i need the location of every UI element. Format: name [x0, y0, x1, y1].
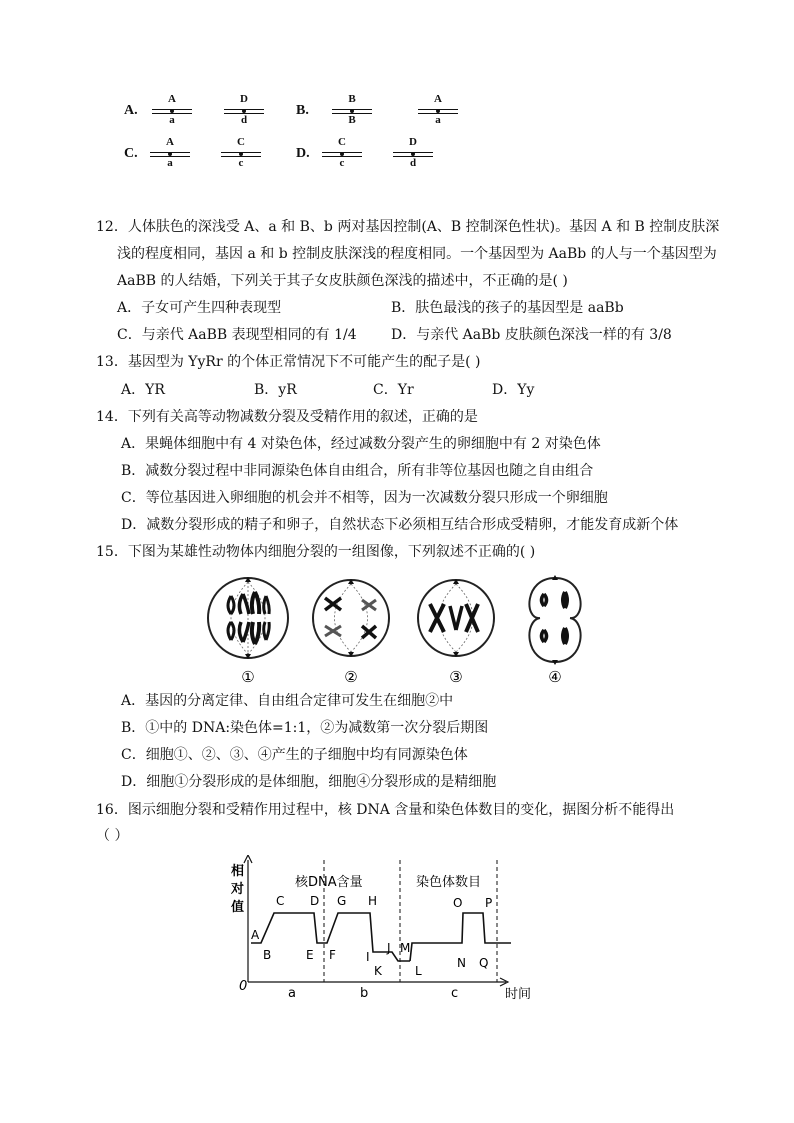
q14-option-a[interactable]: A．果蝇体细胞中有 4 对染色体，经过减数分裂产生的卵细胞中有 2 对染色体 [121, 436, 601, 452]
q16-answer-paren: （ ） [96, 828, 129, 844]
chromosome-pair: C c [221, 138, 261, 172]
cell-label: ① [241, 668, 255, 686]
q11-option-a-label: A. [124, 103, 138, 118]
chromosome-pair: A a [418, 95, 458, 129]
dna-chromosome-graph [224, 855, 534, 1010]
chromosome-pair: C c [322, 138, 362, 172]
q12-option-a[interactable]: A．子女可产生四种表现型 [117, 300, 282, 316]
q12-stem-line1: 12．人体肤色的深浅受 A、a 和 B、b 两对基因控制(A、B 控制深色性状)。基因 A 和 B 控制皮肤深 [96, 219, 720, 235]
chromosome-number-line [410, 913, 511, 961]
graph-xlabel: 时间 [505, 987, 532, 1002]
graph-ylabel: 值 [231, 900, 245, 915]
point-label: K [374, 964, 382, 978]
q11-option-c-label: C. [124, 146, 138, 161]
chromosome-pair: A a [152, 95, 192, 129]
section-label-chromosome: 染色体数目 [416, 875, 482, 890]
q12-option-c[interactable]: C．与亲代 AaBB 表现型相同的有 1/4 [117, 327, 357, 343]
chromosome-pair: B B [332, 95, 372, 129]
q13-option-d[interactable]: D．Yy [492, 382, 535, 398]
cell-3 [418, 579, 494, 657]
point-label: H [368, 894, 378, 908]
point-label: J [387, 941, 391, 955]
point-label: O [453, 896, 463, 910]
point-label: P [485, 896, 493, 910]
q13-option-c[interactable]: C．Yr [373, 382, 414, 398]
cell-2 [313, 579, 389, 657]
q14-option-d[interactable]: D．减数分裂形成的精子和卵子，自然状态下必须相互结合形成受精卵，才能发育成新个体 [121, 517, 679, 533]
point-label: F [329, 948, 336, 962]
point-label: N [457, 956, 466, 970]
q15-option-c[interactable]: C．细胞①、②、③、④产生的子细胞中均有同源染色体 [121, 747, 468, 763]
section-label-dna: 核DNA含量 [295, 875, 363, 890]
point-label: E [306, 948, 314, 962]
q11-options [0, 0, 794, 190]
q13-option-a[interactable]: A．YR [121, 382, 165, 398]
point-label: C [276, 894, 285, 908]
q15-option-a[interactable]: A．基因的分离定律、自由组合定律可发生在细胞②中 [121, 693, 454, 709]
chromosome-pair: A a [150, 138, 190, 172]
q11-option-d-label: D. [296, 146, 310, 161]
cell-label: ② [344, 668, 358, 686]
graph-ylabel: 对 [231, 882, 245, 897]
q15-stem: 15．下图为某雄性动物体内细胞分裂的一组图像，下列叙述不正确的( ) [96, 544, 536, 560]
q12-stem-line3: AaBB 的人结婚，下列关于其子女皮肤颜色深浅的描述中，不正确的是( ) [117, 273, 568, 289]
chromosome-pair: D d [393, 138, 433, 172]
graph-ylabel: 相 [231, 864, 245, 879]
point-label: Q [479, 956, 489, 970]
cell-label: ③ [449, 668, 463, 686]
point-label: M [400, 941, 411, 955]
segment-label: b [360, 986, 369, 1001]
q11-option-b-label: B. [296, 103, 309, 118]
cell-4 [529, 575, 580, 665]
point-label: B [263, 948, 272, 962]
cell-1 [208, 577, 288, 659]
q14-option-c[interactable]: C．等位基因进入卵细胞的机会并不相等，因为一次减数分裂只形成一个卵细胞 [121, 490, 608, 506]
point-label: L [415, 964, 422, 978]
q12-option-d[interactable]: D．与亲代 AaBb 皮肤颜色深浅一样的有 3/8 [391, 327, 672, 343]
q16-stem: 16．图示细胞分裂和受精作用过程中，核 DNA 含量和染色体数目的变化，据图分析不能得出 [96, 802, 675, 818]
point-label: A [251, 928, 260, 942]
cell-division-figure [200, 568, 600, 686]
q14-option-b[interactable]: B．减数分裂过程中非同源染色体自由组合，所有非等位基因也随之自由组合 [121, 463, 594, 479]
q15-option-d[interactable]: D．细胞①分裂形成的是体细胞，细胞④分裂形成的是精细胞 [121, 774, 497, 790]
point-label: G [337, 894, 347, 908]
q14-stem: 14．下列有关高等动物减数分裂及受精作用的叙述，正确的是 [96, 409, 478, 425]
graph-origin: 0 [239, 979, 248, 994]
q12-option-b[interactable]: B．肤色最浅的孩子的基因型是 aaBb [391, 300, 624, 316]
cell-label: ④ [548, 668, 562, 686]
point-label: D [310, 894, 320, 908]
q15-option-b[interactable]: B．①中的 DNA:染色体=1:1，②为减数第一次分裂后期图 [121, 720, 489, 736]
q13-option-b[interactable]: B．yR [254, 382, 297, 398]
chromosome-pair: D d [224, 95, 264, 129]
q12-stem-line2: 浅的程度相同，基因 a 和 b 控制皮肤深浅的程度相同。一个基因型为 AaBb 的人与一个基因型为 [117, 246, 717, 262]
point-label: I [366, 950, 370, 964]
segment-label: c [451, 986, 459, 1001]
q13-stem: 13．基因型为 YyRr 的个体正常情况下不可能产生的配子是( ) [96, 354, 481, 370]
segment-label: a [288, 986, 296, 1001]
